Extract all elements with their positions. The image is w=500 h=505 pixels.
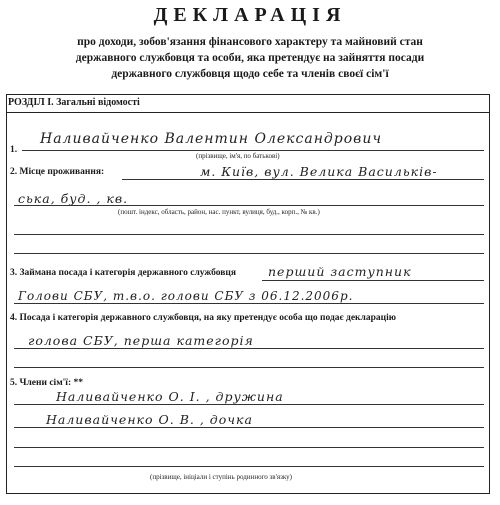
item5-blank-line-1 <box>14 447 484 448</box>
item5-handwritten-2: Наливайченко О. В. , дочка <box>46 412 253 427</box>
item1-handwritten-name: Наливайченко Валентин Олександрович <box>40 131 383 147</box>
item4-underline-1 <box>14 348 484 349</box>
item2-underline-1 <box>122 179 484 180</box>
item1-caption: (прізвище, ім'я, по батькові) <box>196 152 280 160</box>
item4-handwritten: голова СБУ, перша категорія <box>28 333 254 348</box>
item5-handwritten-1: Наливайченко О. І. , дружина <box>56 389 284 404</box>
item5-blank-line-2 <box>14 466 484 467</box>
section-divider <box>6 112 490 113</box>
item5-caption: (прізвище, ініціали і ступінь родинного зв'язку) <box>150 473 292 481</box>
item4-underline-2 <box>14 367 484 368</box>
item2-handwritten-1: м. Київ, вул. Велика Васильків- <box>200 164 438 179</box>
subtitle-line-2: державного службовця та особи, яка претендує на зайняття посади <box>75 52 425 64</box>
item2-blank-line-2 <box>14 253 484 254</box>
subtitle-line-3: державного службовця щодо себе та членів своєї сім'ї <box>111 68 389 80</box>
section-title: РОЗДІЛ І. Загальні відомості <box>8 97 140 108</box>
item1-number: 1. <box>10 145 18 155</box>
item3-handwritten-2: Голови СБУ, т.в.о. голови СБУ з 06.12.2006р. <box>18 289 354 303</box>
item5-label: 5. Члени сім'ї: ** <box>10 378 83 388</box>
item3-label: 3. Займана посада і категорія державного службовця <box>10 268 237 278</box>
item5-underline-1 <box>14 404 484 405</box>
declaration-subtitle <box>30 34 470 82</box>
item2-handwritten-2: ська, буд. , кв. <box>18 191 129 206</box>
declaration-title: ДЕКЛАРАЦІЯ <box>153 4 347 26</box>
item2-underline-2 <box>14 205 484 206</box>
item3-handwritten-1: перший заступник <box>268 264 412 279</box>
item4-label: 4. Посада і категорія державного службовця, на яку претендує особа що подає декларацію <box>10 313 396 323</box>
item2-blank-line-1 <box>14 234 484 235</box>
item3-underline-2 <box>14 303 484 304</box>
item2-label: 2. Місце проживання: <box>10 167 105 177</box>
item5-underline-2 <box>14 427 484 428</box>
item1-underline <box>22 150 484 151</box>
subtitle-line-1: про доходи, зобов'язання фінансового характеру та майновий стан <box>77 36 423 48</box>
item2-caption: (пошт. індекс, область, район, нас. пункт, вулиця, буд., корп., № кв.) <box>118 208 320 216</box>
item3-underline-1 <box>262 280 484 281</box>
